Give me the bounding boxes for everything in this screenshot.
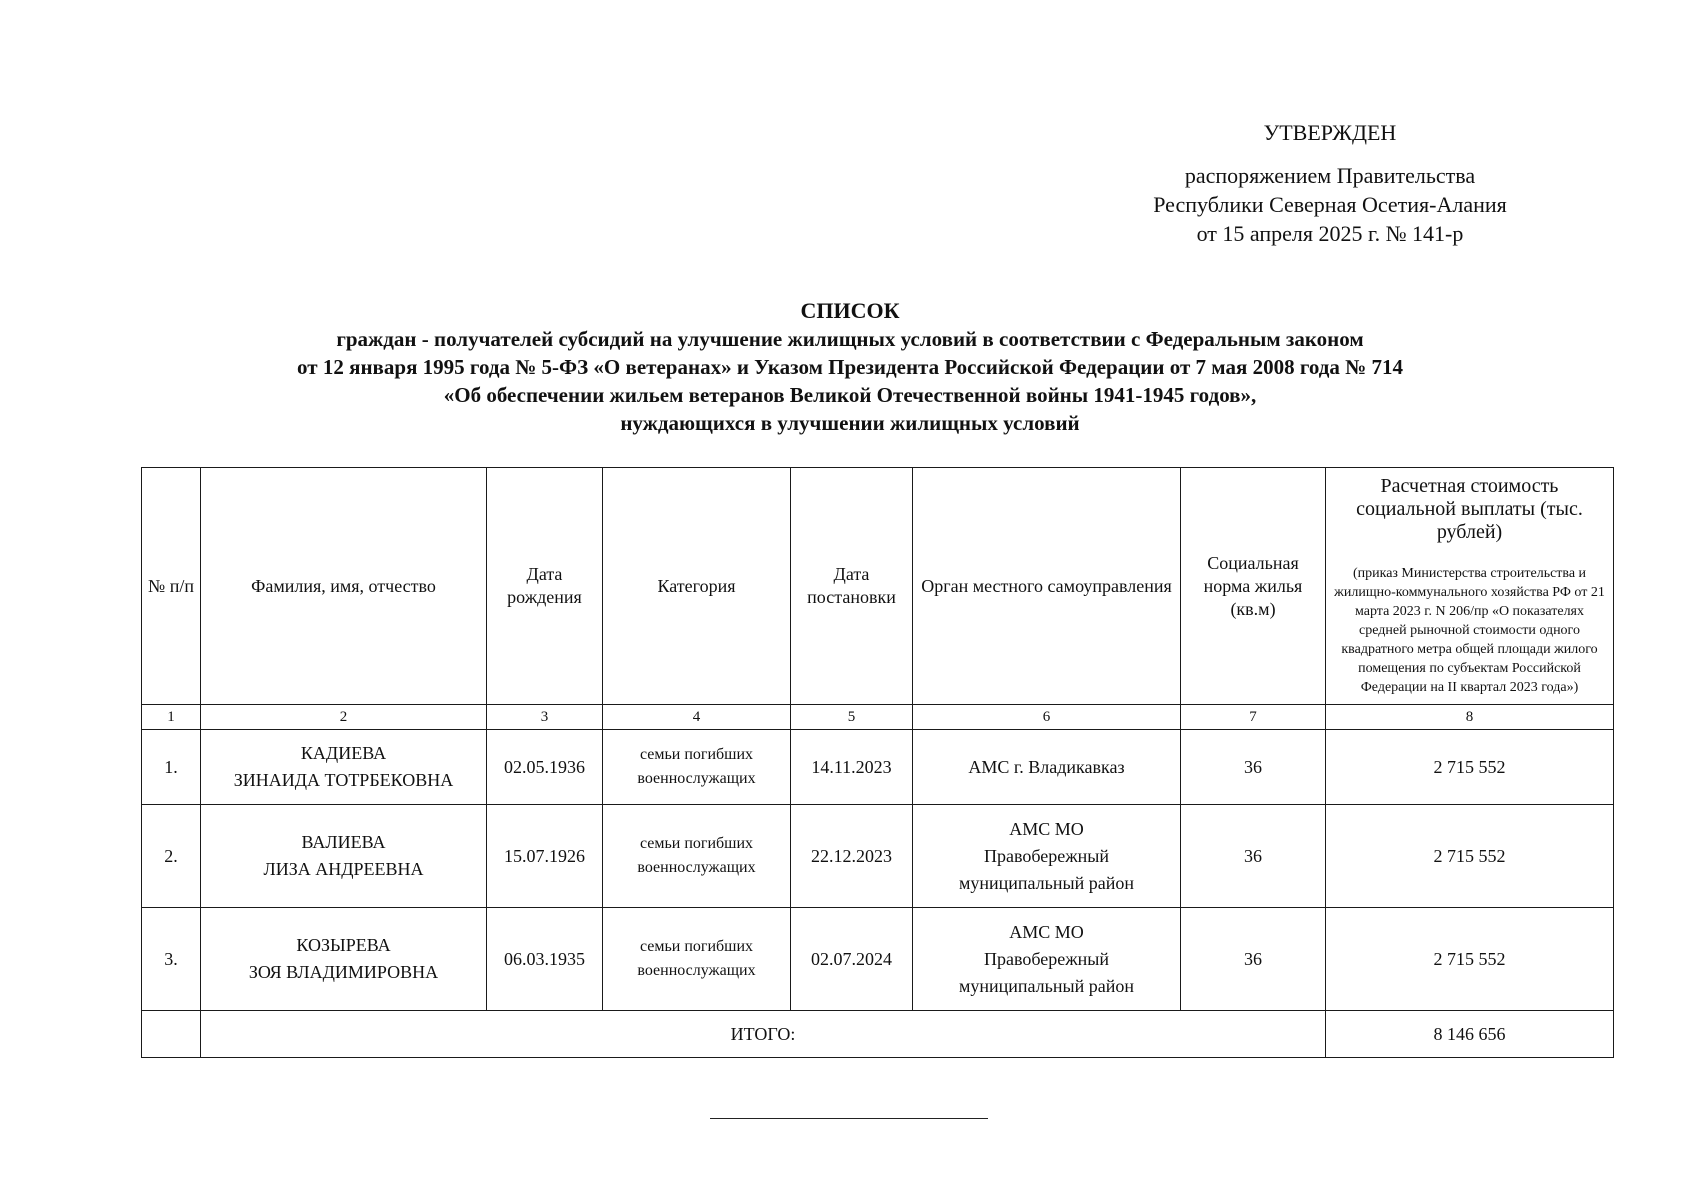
row-authority-line-1: АМС г. Владикавказ — [968, 756, 1125, 777]
total-label: ИТОГО: — [201, 1011, 1326, 1058]
row-num: 1. — [142, 730, 201, 805]
header-authority: Орган местного самоуправления — [913, 468, 1181, 705]
approval-line-3: от 15 апреля 2025 г. № 141-р — [1196, 221, 1464, 246]
row-num: 3. — [142, 908, 201, 1011]
row-authority-line-3: муниципальный район — [958, 975, 1134, 996]
col-number: 2 — [201, 705, 487, 730]
document-heading — [140, 297, 1560, 437]
total-row — [142, 1011, 1614, 1058]
row-category: семьи погибших военнослужащих — [603, 730, 791, 805]
heading-line-4: нуждающихся в улучшении жилищных условий — [620, 411, 1080, 435]
header-cost-note: (приказ Министерства строительства и жилищно-коммунального хозяйства РФ от 21 марта 2023 г. N 206/пр «О показателях средней рыночной стоимости одного квадратного метра общей площади жилого помещения по субъектам Российской Федерации на II квартал 2023 года») — [1334, 566, 1605, 695]
approval-block — [1120, 118, 1540, 248]
col-number: 5 — [791, 705, 913, 730]
row-authority-line-2: Правобережный — [983, 845, 1110, 866]
row-surname: ВАЛИЕВА — [301, 832, 386, 852]
approval-stamp: УТВЕРЖДЕН — [1263, 120, 1397, 145]
approval-line-1: распоряжением Правительства — [1184, 163, 1476, 188]
row-birth: 15.07.1926 — [487, 805, 603, 908]
total-num-cell — [142, 1011, 201, 1058]
row-num: 2. — [142, 805, 201, 908]
header-row — [142, 468, 1614, 705]
header-cost — [1326, 468, 1614, 705]
col-number: 7 — [1181, 705, 1326, 730]
row-category: семьи погибших военнослужащих — [603, 805, 791, 908]
approval-line-2: Республики Северная Осетия-Алания — [1153, 192, 1507, 217]
header-registered: Дата постановки — [791, 468, 913, 705]
total-value: 8 146 656 — [1326, 1011, 1614, 1058]
row-name — [201, 805, 487, 908]
recipients-table — [141, 467, 1614, 1058]
row-norm: 36 — [1181, 908, 1326, 1011]
col-number: 1 — [142, 705, 201, 730]
row-authority-line-1: АМС МО — [1009, 818, 1084, 839]
row-authority — [913, 805, 1181, 908]
header-category: Категория — [603, 468, 791, 705]
row-birth: 02.05.1936 — [487, 730, 603, 805]
table-row — [142, 730, 1614, 805]
row-norm: 36 — [1181, 805, 1326, 908]
row-authority-line-3: муниципальный район — [958, 872, 1134, 893]
table-row — [142, 805, 1614, 908]
row-registered: 14.11.2023 — [791, 730, 913, 805]
row-name — [201, 730, 487, 805]
header-norm: Социальная норма жилья (кв.м) — [1181, 468, 1326, 705]
row-cost: 2 715 552 — [1326, 730, 1614, 805]
header-num: № п/п — [142, 468, 201, 705]
row-given-names: ЗОЯ ВЛАДИМИРОВНА — [248, 962, 439, 982]
row-category: семьи погибших военнослужащих — [603, 908, 791, 1011]
row-surname: КОЗЫРЕВА — [296, 935, 391, 955]
row-given-names: ЛИЗА АНДРЕЕВНА — [263, 859, 424, 879]
row-registered: 22.12.2023 — [791, 805, 913, 908]
row-birth: 06.03.1935 — [487, 908, 603, 1011]
row-name — [201, 908, 487, 1011]
heading-line-2: от 12 января 1995 года № 5-ФЗ «О ветеранах» и Указом Президента Российской Федерации от 7 мая 2008 года № 714 — [297, 355, 1403, 379]
row-registered: 02.07.2024 — [791, 908, 913, 1011]
heading-line-1: граждан - получателей субсидий на улучшение жилищных условий в соответствии с Федеральным законом — [336, 327, 1364, 351]
row-authority-line-2: Правобережный — [983, 948, 1110, 969]
col-number: 6 — [913, 705, 1181, 730]
column-number-row — [142, 705, 1614, 730]
table-row — [142, 908, 1614, 1011]
row-authority — [913, 730, 1181, 805]
row-cost: 2 715 552 — [1326, 805, 1614, 908]
header-cost-title: Расчетная стоимость социальной выплаты (тыс. рублей) — [1356, 475, 1583, 543]
row-cost: 2 715 552 — [1326, 908, 1614, 1011]
row-surname: КАДИЕВА — [300, 743, 387, 763]
closing-rule — [710, 1118, 988, 1119]
header-name: Фамилия, имя, отчество — [201, 468, 487, 705]
col-number: 8 — [1326, 705, 1614, 730]
document-title: СПИСОК — [800, 298, 900, 323]
row-norm: 36 — [1181, 730, 1326, 805]
heading-line-3: «Об обеспечении жильем ветеранов Великой Отечественной войны 1941-1945 годов», — [443, 383, 1257, 407]
row-authority-line-1: АМС МО — [1009, 921, 1084, 942]
row-given-names: ЗИНАИДА ТОТРБЕКОВНА — [233, 770, 454, 790]
col-number: 3 — [487, 705, 603, 730]
col-number: 4 — [603, 705, 791, 730]
row-authority — [913, 908, 1181, 1011]
header-birth: Дата рождения — [487, 468, 603, 705]
